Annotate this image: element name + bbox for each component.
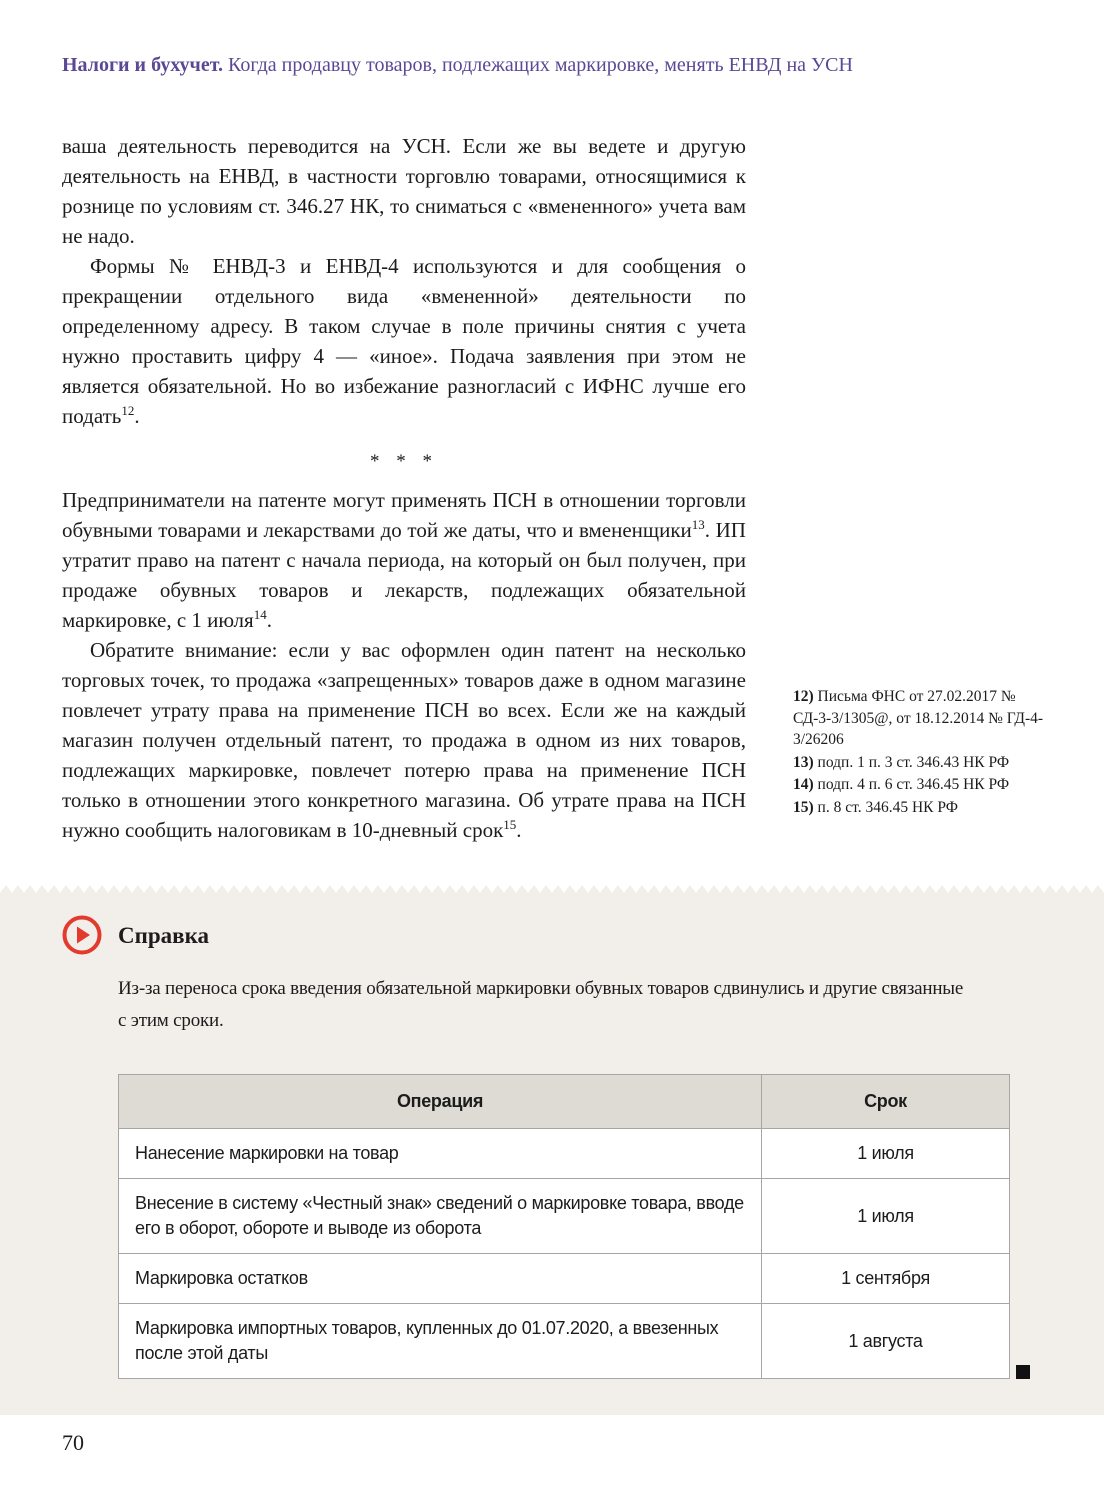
article-paragraph: ваша деятельность переводится на УСН. Если же вы ведете и другую деятельность на ЕНВД, в частности торговлю товарами, относящимися к рознице по условиям ст. 346.27 НК, то сниматься с «вмененного» учета вам не надо. [62,134,746,248]
footnote-marker: 13) [793,753,814,771]
article-paragraph: Обратите внимание: если у вас оформлен один патент на несколько торговых точек, то продажа «запрещенных» товаров даже в одном магазине повлечет утрату права на применение ПСН во всех. Если же на каждый магазин получен отдельный патент, то продажа в одном из них товаров, подлежащих маркировке, повлечет потерю права на применение ПСН только в отношении этого конкретного магазина. Об утрате права на ПСН нужно сообщить налоговикам в 10-дневный срок$^{15}$. [62,638,746,842]
deadlines-table-head [119,1075,1010,1129]
footnote-item: 14) подп. 4 п. 6 ст. 346.45 НК РФ [793,776,1010,793]
operation-cell: Нанесение маркировки на товар [119,1129,762,1179]
article-paragraph: Предприниматели на патенте могут применять ПСН в отношении торговли обувными товарами и лекарствами до той же даты, что и вмененщики$^{13}$. ИП утратит право на патент с начала периода, на который он был получен, при продаже обувных товаров и лекарств, подлежащих обязательной маркировке, с 1 июля$^{14}$. [62,488,746,632]
footnote-item: 13) подп. 1 п. 3 ст. 346.43 НК РФ [793,753,1010,771]
table-row [119,1254,1010,1304]
table-column-header: Операция [119,1075,762,1129]
footnote-marker: 15) [793,798,814,816]
footnotes-column [793,686,1045,819]
table-header-row [119,1075,1010,1129]
spravka-heading: Справка [118,923,209,948]
footnote-reference: 14 [253,607,267,622]
term-cell: 1 июля [762,1179,1010,1254]
footnote-marker: 12) [793,688,814,705]
footnote-marker: 14) [793,776,814,793]
torn-edge-decoration [0,885,1104,893]
footnote-item: 15) п. 8 ст. 346.45 НК РФ [793,798,958,816]
term-cell: 1 июля [762,1129,1010,1179]
play-circle-icon [62,915,102,955]
page-number: 70 [62,1430,84,1455]
table-column-header: Срок [762,1075,1010,1129]
article-paragraph: Формы № ЕНВД-3 и ЕНВД-4 используются и для сообщения о прекращении отдельного вида «вмененной» деятельности по определенному адресу. В таком случае в поле причины снятия с учета нужно проставить цифру 4 — «иное». Подача заявления при этом не является обязательной. Но во избежание разногласий с ИФНС лучше его подать$^{12}$. [62,254,746,428]
term-cell: 1 августа [762,1304,1010,1379]
spravka-content [0,893,1104,1415]
rubric-label: Налоги и бухучет. [62,54,224,76]
operation-cell: Маркировка импортных товаров, купленных до 01.07.2020, а ввезенных после этой даты [119,1304,762,1379]
term-cell: 1 сентября [762,1254,1010,1304]
spravka-intro-text: Из-за переноса срока введения обязательной маркировки обувных товаров сдвинулись и другие связанные с этим сроки. [118,978,964,1031]
operation-cell: Внесение в систему «Честный знак» сведений о маркировке товара, вводе его в оборот, обороте и выводе из оборота [119,1179,762,1254]
table-row [119,1304,1010,1379]
running-head [62,52,853,78]
spravka-panel [0,885,1104,1415]
footnote-reference: 15 [503,817,517,832]
footnote-reference: 12 [121,403,135,418]
deadlines-table [118,1074,1010,1379]
deadlines-table-body [119,1129,1010,1379]
table-row [119,1129,1010,1179]
section-separator: * * * [370,451,438,472]
table-row [119,1179,1010,1254]
footnote-reference: 13 [691,517,705,532]
operation-cell: Маркировка остатков [119,1254,762,1304]
article-title: Когда продавцу товаров, подлежащих маркировке, менять ЕНВД на УСН [223,54,853,76]
article-body [62,131,746,845]
footnote-item: 12) Письма ФНС от 27.02.2017 № СД-3-3/1305@, от 18.12.2014 № ГД-4-3/26206 [793,688,1044,748]
end-of-article-marker [1016,1365,1030,1379]
